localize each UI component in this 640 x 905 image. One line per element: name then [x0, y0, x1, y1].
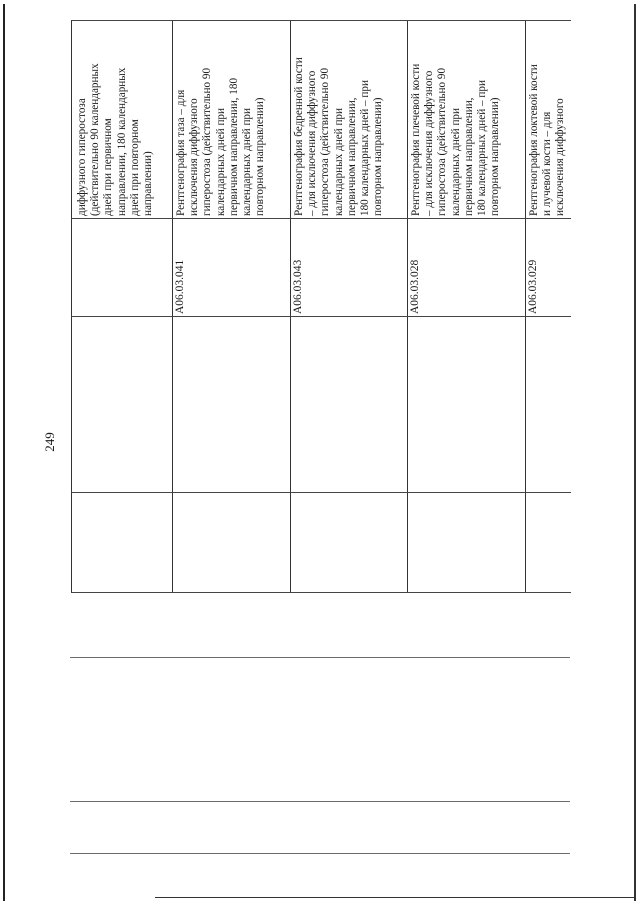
row-text-line: диффузного гиперостоза: [76, 98, 88, 216]
table-border-top: [71, 20, 571, 21]
row-text-line: направлении, 180 календарных: [115, 67, 128, 216]
row-divider-4: [525, 20, 526, 593]
rule-line: [70, 657, 570, 658]
row-text-line: календарных дней при: [332, 107, 345, 216]
table-row: [175, 68, 267, 216]
procedures-table: [71, 20, 571, 593]
column-divider-2: [71, 316, 571, 317]
row-divider-1: [172, 20, 173, 593]
row-text-line: – для исключения диффузного: [306, 70, 319, 216]
row-text-line: повторном направлении): [372, 97, 385, 216]
row-text-line: исключения диффузного: [188, 98, 201, 216]
service-code: A06.03.029: [527, 259, 539, 314]
row-text-line: повторном направлении): [254, 97, 267, 216]
row-text-line: (действительно 90 календарных: [89, 63, 102, 216]
row-text-line: Рентгенография локтевой кости: [528, 64, 540, 216]
page-number-text: 249: [42, 432, 57, 452]
row-text-line: гиперостоза (действительно 90: [436, 67, 449, 216]
table-row: [293, 57, 385, 216]
row-text-line: первичном направлении, 180: [227, 77, 240, 216]
row-text-line: календарных дней при: [241, 107, 254, 216]
row-text-line: Рентгенография таза – для: [175, 89, 187, 216]
row-text-line: Рентгенография бедренной кости: [293, 57, 305, 216]
column-divider-1: [71, 218, 571, 219]
row-text-line: первичном направлении,: [462, 97, 475, 216]
row-text-line: направлении): [142, 151, 155, 216]
row-text-line: – для исключения диффузного: [423, 70, 436, 216]
row-text-line: дней при первичном: [102, 118, 115, 216]
row-text-line: повторном направлении): [489, 97, 502, 216]
row-text-line: гиперостоза (действительно 90: [319, 67, 332, 216]
row-text-line: календарных дней при: [449, 107, 462, 216]
row-text-line: дней при повторном: [128, 119, 141, 216]
row-text-line: Рентгенография плечевой кости: [410, 63, 422, 216]
row-divider-2: [290, 20, 291, 593]
service-code: A06.03.041: [174, 259, 186, 314]
rule-line: [70, 853, 570, 854]
table-row: [76, 63, 155, 216]
column-divider-3: [71, 492, 571, 493]
rule-line: [70, 801, 570, 802]
row-text-line: 180 календарных дней – при: [359, 80, 372, 216]
table-border-left: [71, 20, 72, 593]
page-bottom-edge: [155, 897, 635, 898]
row-text-line: первичном направлении,: [345, 97, 358, 216]
row-divider-3: [407, 20, 408, 593]
table-border-bottom: [71, 592, 571, 593]
row-text-line: 180 календарных дней – при: [476, 80, 489, 216]
row-text-line: гиперостоза (действительно 90: [201, 67, 214, 216]
row-text-line: календарных дней при: [214, 107, 227, 216]
table-row: [410, 64, 502, 216]
table-row: [528, 64, 568, 216]
row-text-line: и лучевой кости – для: [541, 111, 554, 216]
service-code: A06.03.028: [409, 259, 421, 314]
service-code: A06.03.043: [292, 259, 304, 314]
row-text-line: исключения диффузного: [554, 98, 567, 216]
